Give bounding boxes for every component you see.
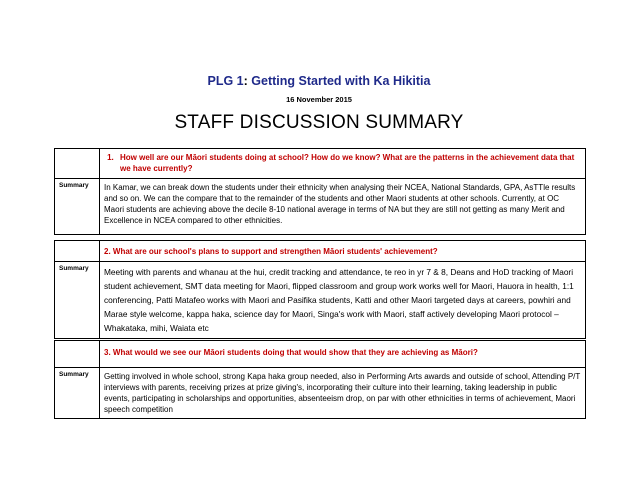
question-text: 1. How well are our Māori students doing at school? How do we know? What are the patterns in the achievement data that we have currently? [116, 152, 581, 174]
document-heading [0, 74, 638, 88]
question-row [55, 341, 586, 368]
summary-row [55, 179, 586, 235]
plg-label: PLG 1 [207, 74, 244, 88]
document-date: 16 November 2015 [286, 95, 352, 104]
question-label-cell [55, 149, 100, 179]
plg-title: Getting Started with Ka Hikitia [251, 74, 431, 88]
summary-text: In Kamar, we can break down the students under their ethnicity when analysing their NCEA, National Standards, GPA, AsTTle results and so on. We can the compare that to the remainder of the students and other Maori students at other schools. Currently, at OC Maori students are achieving above the decile 8-10 national average in terms of NA but they are still not getting as many Merit and Excellence in NCEA compared to other ethnicities. [100, 179, 586, 235]
question-table-3 [54, 340, 586, 419]
question-list [104, 152, 581, 174]
heading-separator: : [243, 74, 252, 88]
question-text: 2. What are our school's plans to support and strengthen Māori students' achievement? [100, 241, 586, 262]
summary-text: Getting involved in whole school, strong Kapa haka group needed, also in Performing Arts awards and outside of school, Attending P/T interviews with parents, receiving prizes at prize giving's, incorporating their culture into their learning, taking leadership in public events, participating in scholarships and opportunities, absenteeism drop, on par with other ethnicities in terms of achievement, Maori speech competition [100, 368, 586, 419]
summary-row [55, 368, 586, 419]
summary-text: Meeting with parents and whanau at the hui, credit tracking and attendance, te reo in yr 7 & 8, Deans and HoD tracking of Maori student achievement, SMT data meeting for Maori, flipped classroom and group work works well for Maori, Hauora in health, 1:1 conferencing, Patti Matafeo works with Maori and Pasifika students, Katti and other Maori targeted days at careers, powhiri and Marae style welcome, kappa haka, science day for Maori, Singa's work with Maori, staff actively developing Maori protocol – Whakataka, mihi, Waiata etc [100, 262, 586, 339]
question-row [55, 149, 586, 179]
question-row [55, 241, 586, 262]
document-title: STAFF DISCUSSION SUMMARY [174, 112, 464, 133]
question-cell [100, 149, 586, 179]
question-table-1 [54, 148, 586, 235]
summary-row [55, 262, 586, 339]
summary-label: Summary [55, 179, 100, 235]
summary-label: Summary [55, 368, 100, 419]
question-text: 3. What would we see our Māori students doing that would show that they are achieving as Māori? [100, 341, 586, 368]
question-table-2 [54, 240, 586, 339]
question-label-cell [55, 341, 100, 368]
summary-label: Summary [55, 262, 100, 339]
question-label-cell [55, 241, 100, 262]
